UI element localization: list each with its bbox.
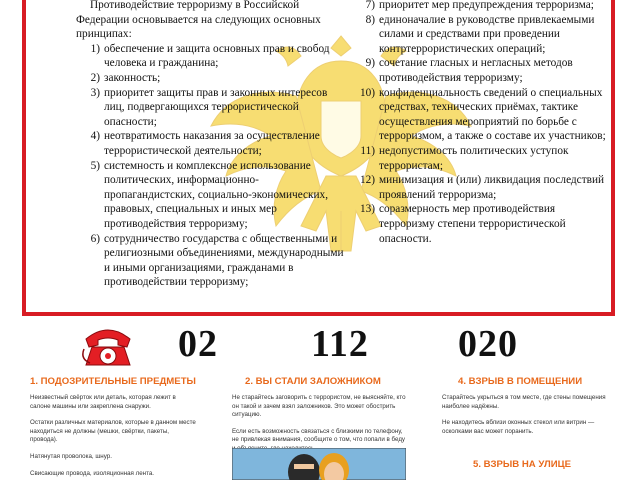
principle-text: приоритет защиты прав и законных интересов лиц, подвергающихся террористической опасности;	[104, 86, 328, 128]
principle-text: сотрудничество государства с общественными и религиозными объединениями, международными и иными организациями, гражданами в противодействии терроризму;	[104, 232, 344, 289]
principle-number: 3)	[90, 86, 100, 99]
phone-number-mobile: 020	[458, 323, 518, 365]
principle-item	[76, 232, 346, 290]
principle-item	[76, 71, 346, 86]
principle-number: 6)	[90, 232, 100, 245]
section-1-paragraph: Натянутая проволока, шнур.	[30, 452, 112, 460]
principle-text: единоначалие в руководстве привлекаемыми силами и средствами при проведении контртеррористических операций;	[379, 13, 595, 55]
red-telephone-icon	[82, 323, 134, 369]
principle-item	[76, 159, 346, 232]
principles-column-right	[351, 0, 613, 246]
principle-number: 13)	[359, 203, 375, 216]
phone-number-emergency: 112	[311, 323, 369, 365]
section-1-paragraph: Остатки различных материалов, которые в данном месте находиться не должны (мешки, свёртки, пакеты, провода).	[30, 419, 196, 444]
section-4-text	[442, 394, 612, 444]
principle-number: 12)	[359, 174, 375, 187]
principles-column-left	[76, 0, 346, 290]
principle-text: недопустимость политических уступок террористам;	[379, 144, 569, 172]
principle-item	[351, 13, 613, 57]
principle-number: 2)	[90, 71, 100, 84]
principle-number: 1)	[90, 42, 100, 55]
principle-number: 9)	[365, 57, 375, 70]
principle-text: сочетание гласных и негласных методов противодействия терроризму;	[379, 57, 573, 84]
principle-text: системность и комплексное использование политических, информационно-пропагандистских, социально-экономических, правовых, специальных и иных мер противодействия терроризму;	[104, 159, 329, 230]
intro-text: Противодействие терроризму в Российской Федерации основывается на следующих основных принципах:	[76, 0, 321, 41]
principle-text: неотвратимость наказания за осуществление террористической деятельности;	[104, 130, 320, 157]
principle-text: приоритет мер предупреждения терроризма;	[379, 0, 594, 11]
principle-text: соразмерность мер противодействия терроризму степени террористической опасности.	[379, 203, 566, 245]
section-1-text	[30, 394, 198, 486]
principle-text: минимизация и (или) ликвидация последствий проявлений терроризма;	[379, 174, 605, 201]
principle-text: законность;	[104, 71, 161, 84]
principle-item	[351, 0, 613, 13]
section-5-title: 5. ВЗРЫВ НА УЛИЦЕ	[473, 459, 572, 470]
principle-text: конфиденциальность сведений о специальных средствах, технических приёмах, тактике осуществления мероприятий по борьбе с терроризмом, а также о составе их участников;	[379, 86, 606, 143]
principle-number: 8)	[365, 13, 375, 26]
section-1-paragraph: Свисающие провода, изоляционная лента.	[30, 469, 155, 477]
principle-item	[76, 129, 346, 158]
section-2-title: 2. ВЫ СТАЛИ ЗАЛОЖНИКОМ	[245, 376, 381, 387]
section-4-paragraph: Старайтесь укрыться в том месте, где стены помещения наиболее надёжны.	[442, 394, 606, 410]
phone-number-police: 02	[178, 323, 218, 365]
principle-number: 10)	[359, 86, 375, 99]
section-2-paragraph: Если есть возможность связаться с близкими по телефону, не привлекая внимания, сообщите о том, что попали в беду	[232, 427, 406, 444]
principle-item	[76, 42, 346, 71]
principle-item	[351, 86, 613, 144]
principle-number: 11)	[360, 144, 375, 157]
principles-panel	[22, 0, 615, 316]
principle-text: обеспечение и защита основных прав и свобод человека и гражданина;	[104, 42, 330, 70]
principle-item	[76, 86, 346, 130]
section-1-paragraph: Неизвестный свёрток или деталь, которая лежит в салоне машины или закреплена снаружи.	[30, 394, 176, 410]
section-1-title: 1. ПОДОЗРИТЕЛЬНЫЕ ПРЕДМЕТЫ	[30, 376, 196, 387]
principle-item	[351, 144, 613, 173]
hostage-illustration	[232, 448, 406, 480]
section-4-title: 4. ВЗРЫВ В ПОМЕЩЕНИИ	[458, 376, 583, 387]
principle-item	[351, 173, 613, 202]
principle-number: 5)	[90, 159, 100, 172]
principle-item	[351, 56, 613, 85]
principle-number: 4)	[90, 130, 100, 143]
section-2-paragraph: Не старайтесь заговорить с террористом, не выясняйте, кто он такой и зачем взял заложников. Это может обострить ситуацию.	[232, 394, 406, 419]
principle-number: 7)	[365, 0, 375, 11]
principle-item	[351, 202, 613, 246]
section-4-paragraph: Не находитесь вблизи оконных стекол или витрин — осколками вас может поранить.	[442, 419, 595, 435]
